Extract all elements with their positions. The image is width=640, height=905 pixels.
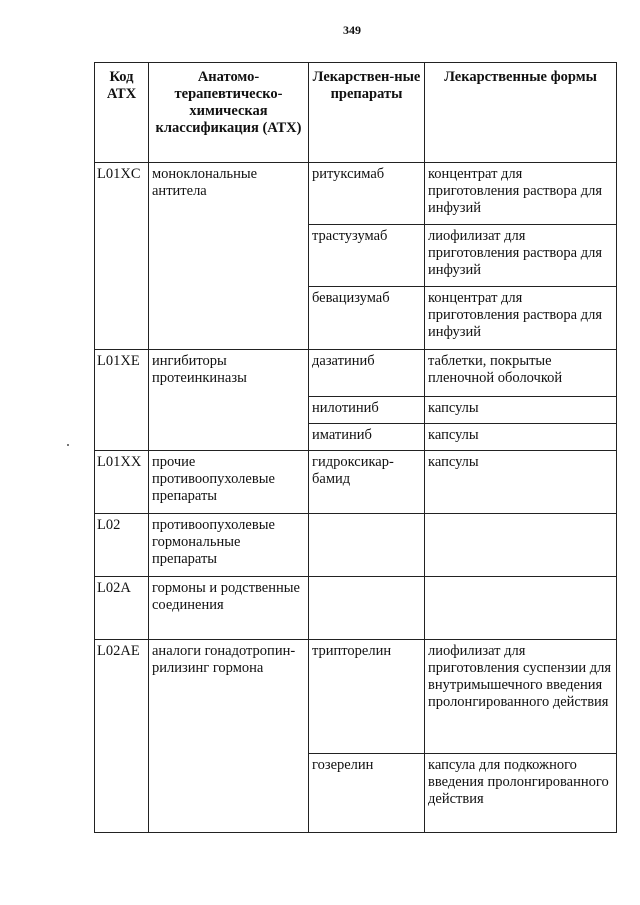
atc-code: L02	[95, 514, 149, 577]
atc-code: L02AE	[95, 640, 149, 833]
dosage-form: капсулы	[425, 424, 617, 451]
drug-name: иматиниб	[309, 424, 425, 451]
dosage-form: таблетки, покрытые пленочной оболочкой	[425, 350, 617, 397]
table-row	[95, 163, 617, 225]
drug-name: гидроксикар-бамид	[309, 451, 425, 514]
atc-code: L01XX	[95, 451, 149, 514]
page-number: 349	[343, 23, 361, 37]
atc-classification: ингибиторы протеинкиназы	[149, 350, 309, 451]
atc-classification: моноклональные антитела	[149, 163, 309, 350]
table-row	[95, 451, 617, 514]
table-header-row	[95, 63, 617, 163]
table-row	[95, 640, 617, 754]
table-row	[95, 350, 617, 397]
header-code: Код АТХ	[95, 63, 149, 163]
drug-name: гозерелин	[309, 754, 425, 833]
drug-name: нилотиниб	[309, 397, 425, 424]
dosage-form	[425, 577, 617, 640]
header-classification: Анатомо-терапевтическо-химическая классификация (АТХ)	[149, 63, 309, 163]
dosage-form	[425, 514, 617, 577]
table-row	[95, 514, 617, 577]
dosage-form: концентрат для приготовления раствора для инфузий	[425, 287, 617, 350]
table-row	[95, 577, 617, 640]
drug-name: трастузумаб	[309, 225, 425, 287]
drug-name	[309, 577, 425, 640]
dosage-form: лиофилизат для приготовления раствора для инфузий	[425, 225, 617, 287]
atc-classification: гормоны и родственные соединения	[149, 577, 309, 640]
atc-drug-table	[94, 62, 617, 833]
dosage-form: капсулы	[425, 451, 617, 514]
atc-classification: противоопухолевые гормональные препараты	[149, 514, 309, 577]
drug-name: трипторелин	[309, 640, 425, 754]
atc-classification: аналоги гонадотропин-рилизинг гормона	[149, 640, 309, 833]
drug-name	[309, 514, 425, 577]
drug-name: дазатиниб	[309, 350, 425, 397]
dosage-form: лиофилизат для приготовления суспензии для внутримышечного введения пролонгированного действия	[425, 640, 617, 754]
dosage-form: капсула для подкожного введения пролонгированного действия	[425, 754, 617, 833]
drug-name: бевацизумаб	[309, 287, 425, 350]
atc-code: L01XC	[95, 163, 149, 350]
atc-classification: прочие противоопухолевые препараты	[149, 451, 309, 514]
header-drugs: Лекарствен-ные препараты	[309, 63, 425, 163]
atc-code: L02A	[95, 577, 149, 640]
header-forms: Лекарственные формы	[425, 63, 617, 163]
dosage-form: концентрат для приготовления раствора для инфузий	[425, 163, 617, 225]
atc-code: L01XE	[95, 350, 149, 451]
dosage-form: капсулы	[425, 397, 617, 424]
drug-name: ритуксимаб	[309, 163, 425, 225]
scan-speck	[67, 444, 69, 446]
